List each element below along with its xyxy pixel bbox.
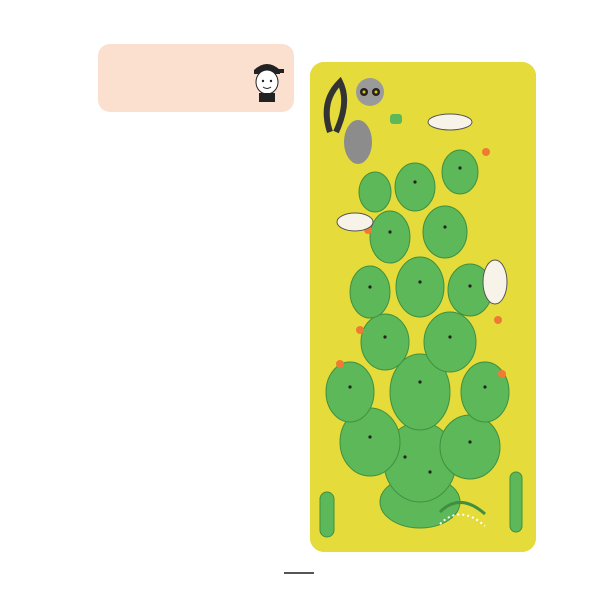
child-avatar-icon [250,56,284,102]
cactus-picture [310,62,536,552]
alphabet-top-bar [0,0,601,42]
entry-underline-kalendar [62,452,140,457]
entry-underline-kaktus [62,346,122,351]
page-number-line [284,572,314,574]
entry-underline-kakao [62,240,114,245]
cactus-illustration [310,62,536,552]
alphabet-side-bar [552,42,601,594]
